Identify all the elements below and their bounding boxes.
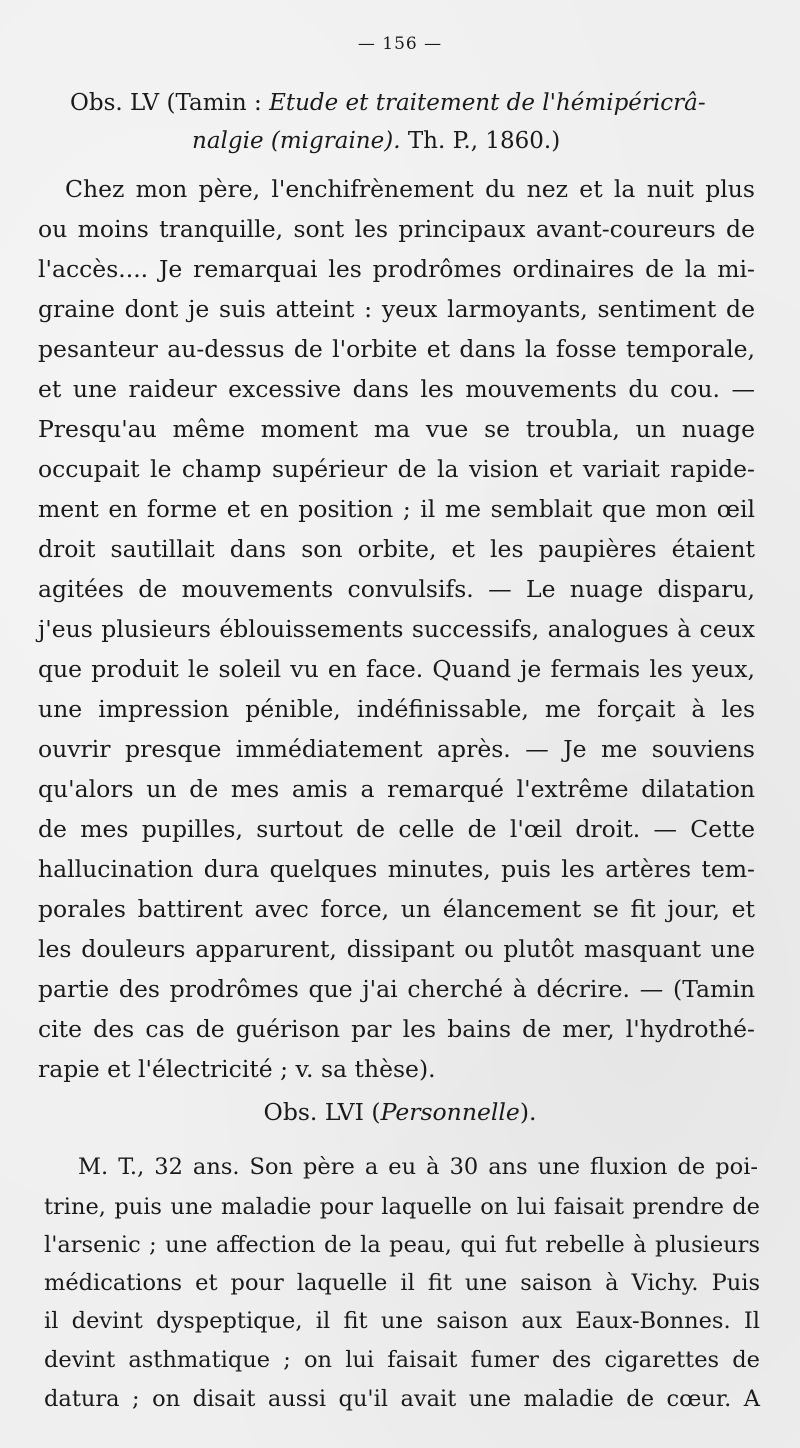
obs-56-line: médications et pour laquelle il fit une saison à Vichy. Puis [44,1270,760,1296]
obs-56-line: M. T., 32 ans. Son père a eu à 30 ans une fluxion de poi- [78,1154,758,1180]
obs-55-line: agitées de mouvements convulsifs. — Le nuage disparu, [38,575,755,603]
obs-55-title-line-2 [192,126,560,156]
page-number: — 156 — [357,34,443,54]
obs-55-line: rapie et l'électricité ; v. sa thèse). [38,1055,436,1083]
obs-55-title-prefix: Obs. LV (Tamin : [70,90,270,116]
obs-56-line: devint asthmatique ; on lui faisait fumer des cigarettes de [44,1347,760,1373]
obs-55-line: j'eus plusieurs éblouissements successifs, analogues à ceux [38,615,755,643]
obs-55-title-rest: Th. P., 1860.) [400,128,561,154]
obs-56-line: l'arsenic ; une affection de la peau, qui fut rebelle à plusieurs [44,1232,760,1258]
obs-56-line: datura ; on disait aussi qu'il avait une maladie de cœur. A [44,1386,760,1412]
obs-55-line: et une raideur excessive dans les mouvements du cou. — [38,375,755,403]
obs-55-line: qu'alors un de mes amis a remarqué l'extrême dilatation [38,775,755,803]
obs-55-line: hallucination dura quelques minutes, puis les artères tem- [38,855,755,883]
obs-55-line: ouvrir presque immédiatement après. — Je me souviens [38,735,755,763]
obs-55-line: les douleurs apparurent, dissipant ou plutôt masquant une [38,935,755,963]
obs-55-line: porales battirent avec force, un élancement se fit jour, et [38,895,755,923]
obs-56-line: il devint dyspeptique, il fit une saison aux Eaux-Bonnes. Il [44,1308,760,1334]
obs-56-heading [0,1098,800,1126]
obs-55-line: Presqu'au même moment ma vue se troubla, un nuage [38,415,755,443]
obs-55-line: une impression pénible, indéfinissable, me forçait à les [38,695,755,723]
obs-55-line: occupait le champ supérieur de la vision et variait rapide- [38,455,755,483]
obs-55-line: que produit le soleil vu en face. Quand je fermais les yeux, [38,655,755,683]
obs-55-line: ment en forme et en position ; il me semblait que mon œil [38,495,755,523]
obs-55-line: de mes pupilles, surtout de celle de l'œil droit. — Cette [38,815,755,843]
obs-56-heading-suffix: ). [519,1098,537,1126]
obs-55-line: droit sautillait dans son orbite, et les paupières étaient [38,535,755,563]
obs-55-line: partie des prodrômes que j'ai cherché à décrire. — (Tamin [38,975,755,1003]
obs-55-line: pesanteur au-dessus de l'orbite et dans la fosse temporale, [38,335,755,363]
obs-55-title-line-1 [70,88,706,118]
obs-55-title-italic-1: Etude et traitement de l'hémipéricrâ- [269,90,706,116]
obs-56-heading-prefix: Obs. LVI ( [263,1098,381,1126]
obs-55-line: cite des cas de guérison par les bains de mer, l'hydrothé- [38,1015,755,1043]
obs-55-line: l'accès.... Je remarquai les prodrômes ordinaires de la mi- [38,255,755,283]
obs-55-title-italic-2: nalgie (migraine). [192,128,401,154]
obs-55-line: ou moins tranquille, sont les principaux avant-coureurs de [38,215,755,243]
obs-55-line: Chez mon père, l'enchifrènement du nez et la nuit plus [65,175,755,203]
obs-56-heading-italic: Personnelle [380,1098,520,1126]
obs-56-line: trine, puis une maladie pour laquelle on lui faisait prendre de [44,1194,760,1220]
obs-55-line: graine dont je suis atteint : yeux larmoyants, sentiment de [38,295,755,323]
